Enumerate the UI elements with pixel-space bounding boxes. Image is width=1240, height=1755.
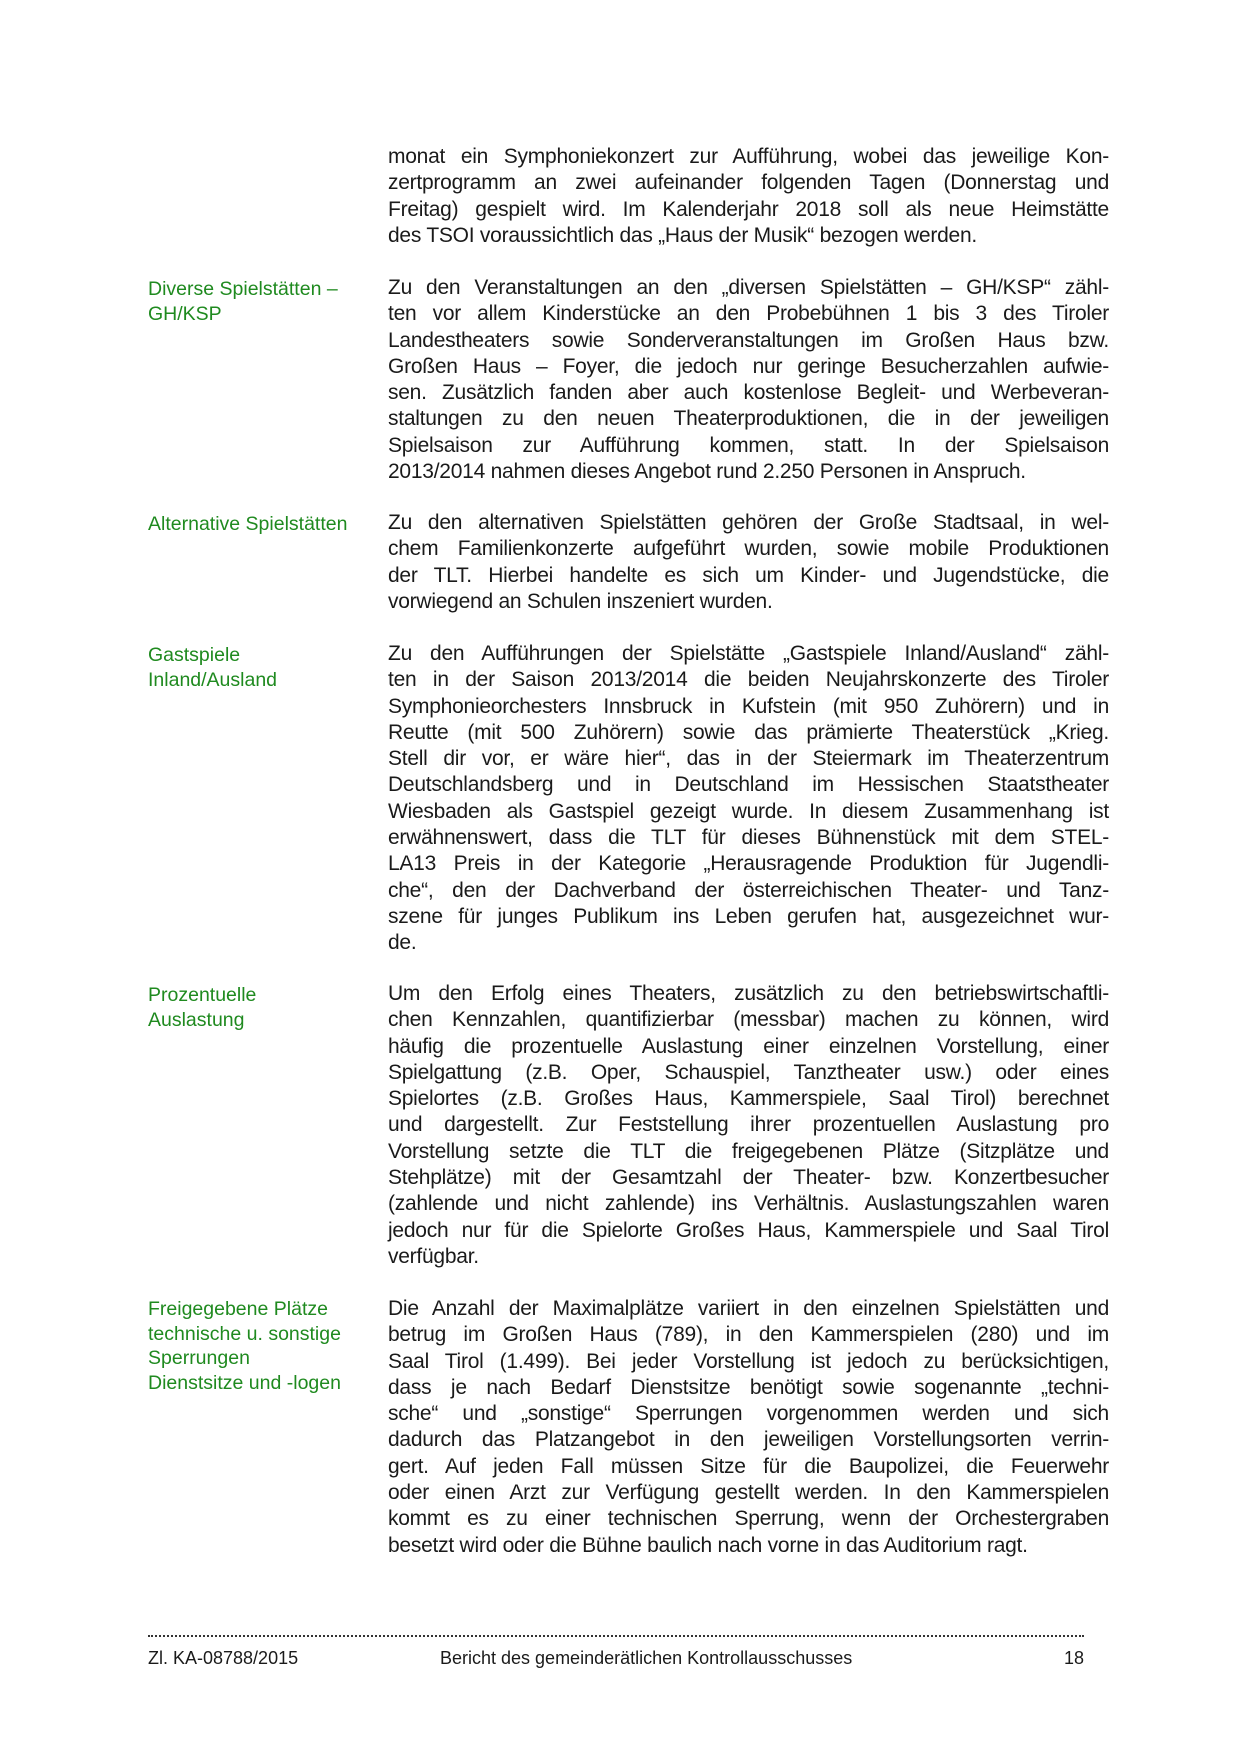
- text-line: Wiesbaden als Gastspiel gezeigt wurde. In diesem Zusammenhang ist: [388, 799, 1109, 823]
- margin-label: [148, 1297, 368, 1395]
- text-line: chem Familienkonzerte aufgeführt wurden, sowie mobile Produktionen: [388, 537, 1109, 561]
- text-line: Vorstellung setzte die TLT die freigegebenen Plätze (Sitzplätze und: [388, 1139, 1109, 1163]
- paragraph: [388, 981, 1109, 1270]
- text-line: staltungen zu den neuen Theaterproduktionen, die in der jeweiligen: [388, 407, 1109, 431]
- text-line: de.: [388, 931, 417, 955]
- text-line: dadurch das Platzangebot in den jeweiligen Vorstellungsorten verrin-: [388, 1428, 1109, 1452]
- text-line: verfügbar.: [388, 1244, 479, 1268]
- text-line: Freitag) gespielt wird. Im Kalenderjahr 2018 soll als neue Heimstätte: [388, 197, 1109, 221]
- text-line: zertprogramm an zwei aufeinander folgenden Tagen (Donnerstag und: [388, 171, 1109, 195]
- margin-label: [148, 983, 368, 1032]
- paragraph: [388, 144, 1109, 249]
- margin-label-line: Diverse Spielstätten –: [148, 278, 338, 300]
- margin-label: [148, 512, 368, 537]
- margin-label-line: Alternative Spielstätten: [148, 513, 348, 535]
- footer-dotted-rule: [148, 1635, 1084, 1637]
- text-line: Deutschlandsberg und in Deutschland im Hessischen Staatstheater: [388, 773, 1109, 797]
- text-line: der TLT. Hierbei handelte es sich um Kinder- und Jugendstücke, die: [388, 563, 1109, 587]
- margin-label-line: Dienstsitze und -logen: [148, 1371, 341, 1394]
- margin-label-line: Freigegebene Plätze: [148, 1298, 328, 1320]
- text-line: sen. Zusätzlich fanden aber auch kostenlose Begleit- und Werbeveran-: [388, 381, 1109, 405]
- margin-label-line: GH/KSP: [148, 302, 222, 325]
- text-line: Saal Tirol (1.499). Bei jeder Vorstellung ist jedoch zu berücksichtigen,: [388, 1349, 1109, 1373]
- text-line: gert. Auf jeden Fall müssen Sitze für die Baupolizei, die Feuerwehr: [388, 1454, 1109, 1478]
- text-line: ten vor allem Kinderstücke an den Probebühnen 1 bis 3 des Tiroler: [388, 302, 1109, 326]
- footer-reference: Zl. KA-08788/2015: [148, 1648, 299, 1668]
- text-line: chen Kennzahlen, quantifizierbar (messbar) machen zu können, wird: [388, 1008, 1109, 1032]
- text-line: Zu den alternativen Spielstätten gehören der Große Stadtsaal, in wel-: [388, 511, 1109, 534]
- margin-label-line: technische u. sonstige: [148, 1322, 341, 1345]
- text-line: erwähnenswert, dass die TLT für dieses Bühnenstück mit dem STEL-: [388, 826, 1109, 850]
- text-line: Reutte (mit 500 Zuhörern) sowie das prämierte Theaterstück „Krieg.: [388, 720, 1109, 744]
- text-line: dass je nach Bedarf Dienstsitze benötigt sowie sogenannte „techni-: [388, 1375, 1109, 1399]
- margin-label: [148, 643, 368, 692]
- margin-label-line: Inland/Ausland: [148, 668, 278, 691]
- text-line: sche“ und „sonstige“ Sperrungen vorgenommen werden und sich: [388, 1402, 1109, 1426]
- text-line: LA13 Preis in der Kategorie „Herausragende Produktion für Jugendli-: [388, 852, 1109, 876]
- text-line: häufig die prozentuelle Auslastung einer einzelnen Vorstellung, einer: [388, 1034, 1109, 1058]
- text-line: Die Anzahl der Maximalplätze variiert in den einzelnen Spielstätten und: [388, 1297, 1109, 1320]
- margin-label-line: Auslastung: [148, 1008, 245, 1031]
- page-number: 18: [1063, 1648, 1084, 1668]
- margin-label: [148, 277, 368, 326]
- paragraph: [388, 275, 1109, 485]
- text-line: kommt es zu einer technischen Sperrung, wenn der Orchestergraben: [388, 1507, 1109, 1531]
- text-line: Spielortes (z.B. Großes Haus, Kammerspiele, Saal Tirol) berechnet: [388, 1087, 1109, 1111]
- paragraph: [388, 641, 1109, 957]
- text-line: che“, den der Dachverband der österreichischen Theater- und Tanz-: [388, 878, 1109, 902]
- text-line: Großen Haus – Foyer, die jedoch nur geringe Besucherzahlen aufwie-: [388, 354, 1109, 378]
- text-line: szene für junges Publikum ins Leben gerufen hat, ausgezeichnet wur-: [388, 904, 1109, 928]
- text-line: und dargestellt. Zur Feststellung ihrer prozentuellen Auslastung pro: [388, 1113, 1109, 1137]
- text-line: Stell dir vor, er wäre hier“, das in der Steiermark im Theaterzentrum: [388, 747, 1109, 771]
- text-line: ten in der Saison 2013/2014 die beiden Neujahrskonzerte des Tiroler: [388, 668, 1109, 692]
- text-line: 2013/2014 nahmen dieses Angebot rund 2.250 Personen in Anspruch.: [388, 460, 1026, 484]
- margin-label-line: Prozentuelle: [148, 984, 257, 1006]
- text-line: des TSOI voraussichtlich das „Haus der Musik“ bezogen werden.: [388, 223, 977, 247]
- text-line: Zu den Aufführungen der Spielstätte „Gastspiele Inland/Ausland“ zähl-: [388, 642, 1109, 665]
- text-line: Um den Erfolg eines Theaters, zusätzlich zu den betriebswirtschaftli-: [388, 982, 1109, 1005]
- text-line: monat ein Symphoniekonzert zur Aufführung, wobei das jeweilige Kon-: [388, 145, 1109, 168]
- text-line: Spielsaison zur Aufführung kommen, statt. In der Spielsaison: [388, 433, 1109, 457]
- text-line: oder einen Arzt zur Verfügung gestellt werden. In den Kammerspielen: [388, 1481, 1109, 1505]
- paragraph: [388, 1296, 1109, 1559]
- paragraph: [388, 510, 1109, 615]
- text-line: Spielgattung (z.B. Oper, Schauspiel, Tanztheater usw.) oder eines: [388, 1060, 1109, 1084]
- footer-title: Bericht des gemeinderätlichen Kontrollausschusses: [440, 1648, 853, 1668]
- text-line: Symphonieorchesters Innsbruck in Kufstein (mit 950 Zuhörern) und in: [388, 694, 1109, 718]
- text-line: betrug im Großen Haus (789), in den Kammerspielen (280) und im: [388, 1323, 1109, 1347]
- text-line: (zahlende und nicht zahlende) ins Verhältnis. Auslastungszahlen waren: [388, 1192, 1109, 1216]
- text-line: besetzt wird oder die Bühne baulich nach vorne in das Auditorium ragt.: [388, 1533, 1028, 1557]
- text-line: Stehplätze) mit der Gesamtzahl der Theater- bzw. Konzertbesucher: [388, 1166, 1109, 1190]
- text-line: Zu den Veranstaltungen an den „diversen Spielstätten – GH/KSP“ zähl-: [388, 276, 1109, 299]
- text-line: jedoch nur für die Spielorte Großes Haus, Kammerspiele und Saal Tirol: [388, 1218, 1109, 1242]
- text-line: Landestheaters sowie Sonderveranstaltungen im Großen Haus bzw.: [388, 328, 1109, 352]
- margin-label-line: Gastspiele: [148, 644, 241, 666]
- margin-label-line: Sperrungen: [148, 1347, 250, 1369]
- text-line: vorwiegend an Schulen inszeniert wurden.: [388, 589, 773, 613]
